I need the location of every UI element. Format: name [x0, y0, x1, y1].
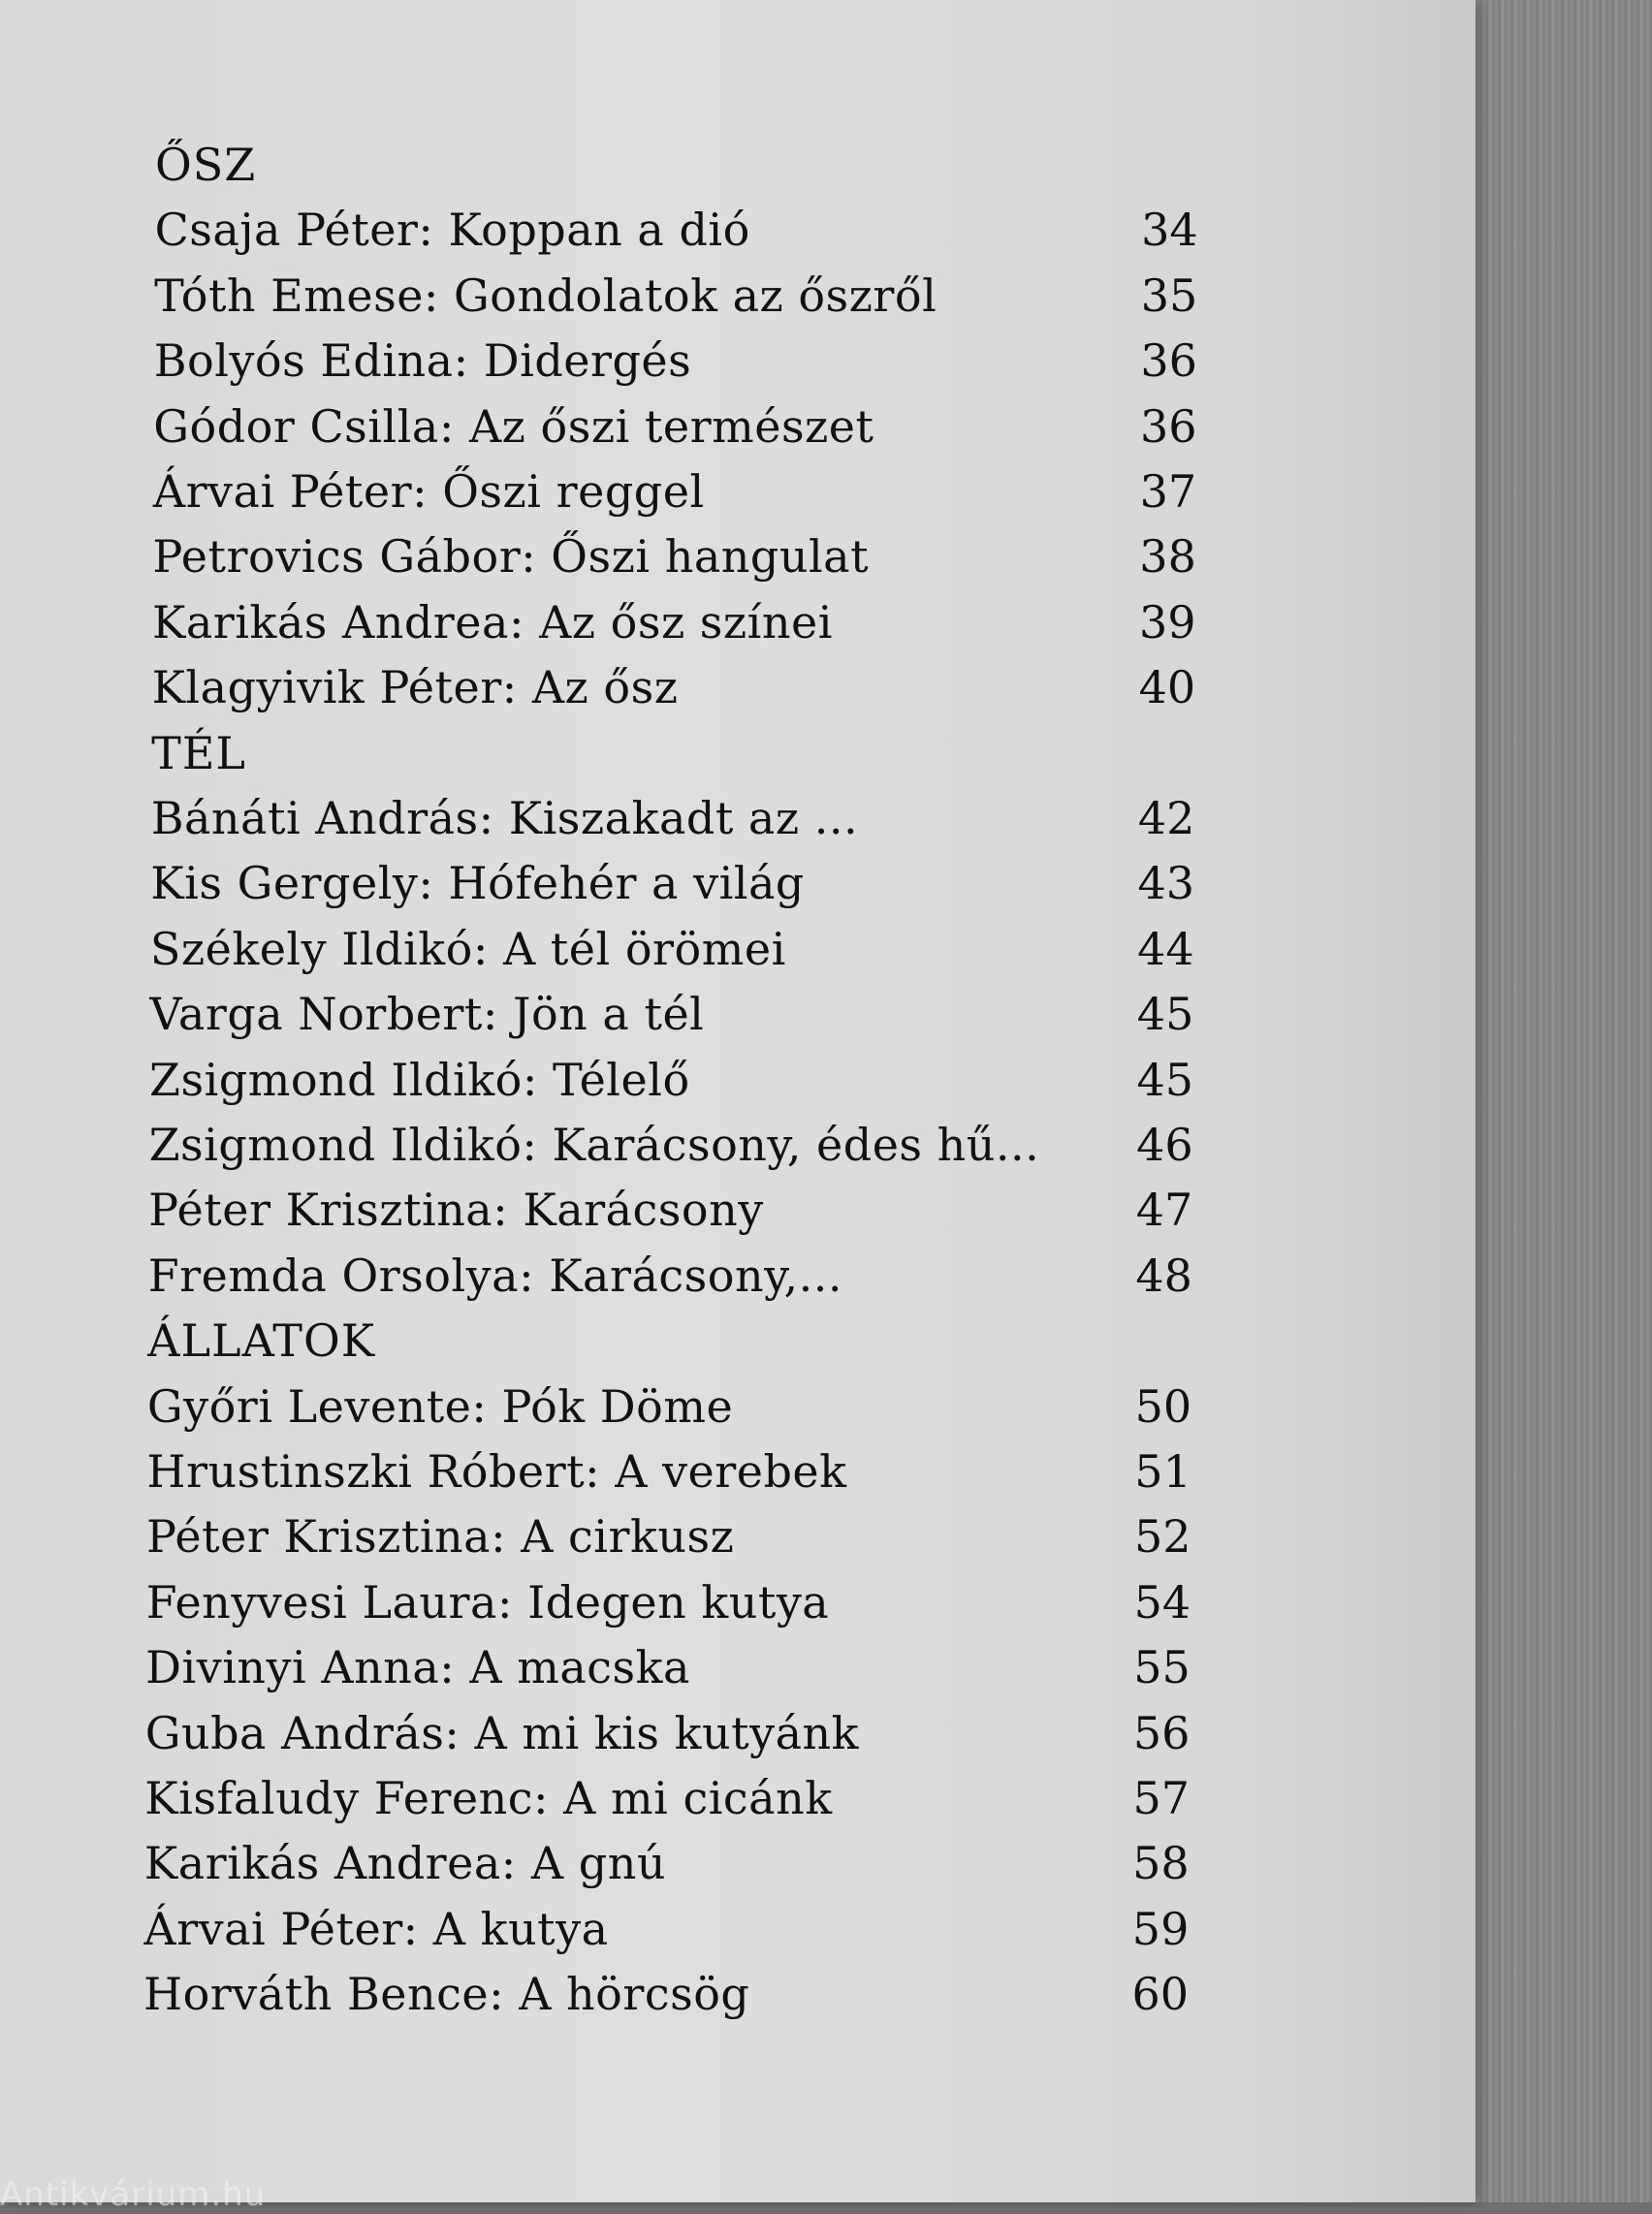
- page-number: 56: [1132, 1706, 1191, 1759]
- toc-entry: [145, 1704, 1191, 1762]
- entry-title: Horváth Bence: A hörcsög: [143, 1968, 750, 2021]
- toc-entry: [153, 397, 1196, 456]
- toc-entry: [152, 593, 1196, 651]
- watermark: Antikvárium.hu: [0, 2175, 267, 2214]
- section-heading: [151, 724, 1195, 782]
- page-number: 60: [1131, 1968, 1189, 2021]
- page-number: 44: [1137, 922, 1194, 975]
- toc-entry: [146, 1442, 1191, 1501]
- toc-entry: [149, 985, 1193, 1043]
- entry-title: Péter Krisztina: A cirkusz: [146, 1510, 735, 1564]
- toc-entry: [144, 1834, 1190, 1892]
- toc-entry: [150, 854, 1194, 912]
- page-number: 35: [1140, 269, 1198, 322]
- toc-entry: [152, 527, 1195, 585]
- entry-title: Árvai Péter: A kutya: [143, 1902, 609, 1955]
- page-number: 42: [1137, 792, 1195, 844]
- entry-title: Bolyós Edina: Didergés: [153, 334, 692, 388]
- entry-title: Tóth Emese: Gondolatok az őszről: [154, 269, 937, 322]
- entry-title: Csaja Péter: Koppan a dió: [154, 204, 750, 257]
- entry-title: Klagyivik Péter: Az ősz: [151, 661, 679, 714]
- page-number: 57: [1132, 1772, 1191, 1824]
- background-surface: [1459, 0, 1652, 2202]
- page-number: 43: [1137, 857, 1195, 910]
- page-number: 51: [1134, 1445, 1191, 1498]
- entry-title: Kisfaludy Ferenc: A mi cicánk: [144, 1772, 833, 1824]
- page-number: 58: [1132, 1837, 1190, 1890]
- entry-title: Bánáti András: Kiszakadt az ...: [150, 792, 859, 844]
- toc-entry: [144, 1769, 1190, 1827]
- entry-title: Karikás Andrea: Az ősz színei: [152, 595, 833, 648]
- section-heading: [147, 1312, 1191, 1370]
- section-title: ÁLLATOK: [147, 1314, 376, 1368]
- entry-title: Fenyvesi Laura: Idegen kutya: [145, 1575, 830, 1629]
- page-number: 55: [1133, 1641, 1191, 1694]
- toc-entry: [148, 1247, 1192, 1305]
- toc-entry: [146, 1507, 1191, 1566]
- page-number: 52: [1133, 1510, 1191, 1564]
- entry-title: Gódor Csilla: Az őszi természet: [153, 399, 874, 453]
- entry-title: Guba András: A mi kis kutyánk: [144, 1706, 860, 1759]
- entry-title: Zsigmond Ildikó: Télelő: [149, 1053, 690, 1106]
- toc-entry: [143, 1900, 1189, 1958]
- entry-title: Karikás Andrea: A gnú: [143, 1837, 666, 1890]
- entry-title: Hrustinszki Róbert: A verebek: [146, 1445, 847, 1498]
- entry-title: Péter Krisztina: Karácsony: [148, 1184, 764, 1237]
- section-title: TÉL: [151, 726, 246, 779]
- page-number: 48: [1135, 1249, 1192, 1302]
- entry-title: Győri Levente: Pók Döme: [146, 1379, 734, 1433]
- toc-entry: [149, 1051, 1193, 1109]
- toc-entry: [146, 1573, 1191, 1631]
- entry-title: Árvai Péter: Őszi reggel: [152, 465, 705, 518]
- toc-entry: [149, 1116, 1193, 1174]
- entry-title: Divinyi Anna: A macska: [145, 1641, 690, 1694]
- entry-title: Fremda Orsolya: Karácsony,...: [147, 1249, 842, 1302]
- page-number: 34: [1141, 204, 1198, 257]
- toc-entry: [148, 1181, 1192, 1239]
- toc-entry: [152, 658, 1196, 716]
- page-number: 45: [1136, 988, 1194, 1041]
- page-number: 36: [1140, 399, 1197, 453]
- page-number: 37: [1139, 465, 1197, 518]
- toc-entry: [151, 789, 1195, 847]
- entry-title: Zsigmond Ildikó: Karácsony, édes hű...: [148, 1119, 1040, 1171]
- page-number: 50: [1134, 1379, 1192, 1433]
- toc-entry: [153, 462, 1196, 521]
- toc-entry: [154, 332, 1197, 390]
- section-heading: [155, 136, 1198, 194]
- page-number: 47: [1135, 1184, 1193, 1237]
- section-title: ŐSZ: [155, 139, 257, 191]
- page-number: 36: [1140, 334, 1197, 388]
- entry-title: Varga Norbert: Jön a tél: [149, 988, 705, 1041]
- toc-entry: [150, 920, 1194, 978]
- entry-title: Kis Gergely: Hófehér a világ: [150, 857, 805, 910]
- page-number: 45: [1136, 1053, 1193, 1106]
- page-number: 54: [1133, 1575, 1191, 1629]
- entry-title: Székely Ildikó: A tél örömei: [149, 922, 786, 975]
- page-number: 39: [1138, 595, 1196, 648]
- toc-entry: [147, 1377, 1191, 1436]
- toc-entry: [143, 1965, 1189, 2023]
- toc-entry: [155, 201, 1198, 259]
- toc-entry: [154, 267, 1197, 325]
- page-number: 46: [1136, 1119, 1193, 1171]
- toc-entry: [145, 1638, 1191, 1696]
- page-number: 40: [1138, 661, 1196, 714]
- page-number: 59: [1131, 1902, 1190, 1955]
- page-number: 38: [1139, 530, 1196, 584]
- entry-title: Petrovics Gábor: Őszi hangulat: [152, 530, 870, 584]
